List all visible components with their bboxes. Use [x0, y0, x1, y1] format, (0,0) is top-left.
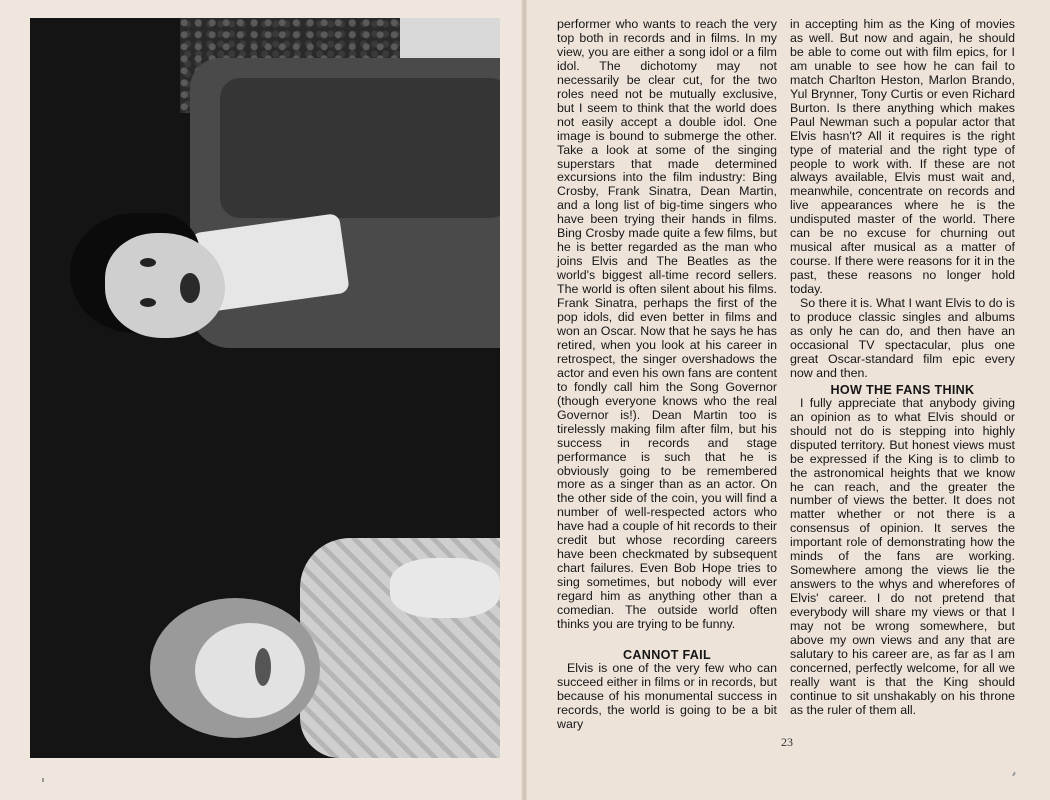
- article-column-2: [790, 18, 1015, 748]
- section-heading-how-the-fans-think: HOW THE FANS THINK: [830, 382, 975, 397]
- article-paragraph: So there it is. What I want Elvis to do is to produce classic singles and albums as only he can do, and then have an occasional TV spectacular, plus one great Oscar-standard film epic every now and then.: [790, 296, 1015, 380]
- photo-man-face: [105, 233, 225, 338]
- photo-elvis-and-actress: [30, 18, 500, 758]
- article-paragraph: I fully appreciate that anybody giving an opinion as to what Elvis should or should not do is stepping into highly disputed territory. But honest views must be expressed if the King is to climb to the astronomical heights that we know he can reach, and the greater the number of views the better. It does not matter whether or not there is a consensus of opinion. It serves the important role of demonstrating how the minds of the fans are working. Somewhere among the views lie the answers to the whys and wherefores of Elvis' career. I do not pretend that everybody will share my views or that I may not be wrong somewhere, but above my own views and any that are salutary to his career are, as far as I am concerned, perfectly welcome, for all we really want is that the King should continue to sit unshakably on his throne as the ruler of them all.: [790, 395, 1015, 717]
- photo-woman-smile: [255, 648, 271, 686]
- paper-speck: [1012, 772, 1016, 776]
- paper-speck: [42, 778, 44, 782]
- left-page: [0, 0, 523, 800]
- photo-woman-face: [195, 623, 305, 718]
- page-number: 23: [781, 735, 793, 749]
- article-column-1: [557, 18, 777, 748]
- article-paragraph: in accepting him as the King of movies as well. But now and again, he should be able to come out with film epics, for I am unable to see how he can fail to match Charlton Heston, Marlon Brando, Yul Brynner, Tony Curtis or even Richard Burton. Is there anything which makes Paul Newman such a popular actor that Elvis hasn't? All it requires is the right type of material and the right type of people to work with. If these are not always available, Elvis must wait and, meanwhile, concentrate on records and live appearances where he is the undisputed master of the world. There can be no excuse for churning out musical after musical as a matter of course. If there were reasons for it in the past, these reasons no longer hold today.: [790, 17, 1015, 297]
- photo-man-eye: [140, 298, 156, 307]
- photo-man-mouth: [180, 273, 200, 303]
- section-heading-cannot-fail: CANNOT FAIL: [623, 647, 711, 662]
- article-paragraph: Elvis is one of the very few who can succeed either in films or in records, but because of his monumental success in records, the world is going to be a bit wary: [557, 660, 777, 731]
- photo-jacket-shadow: [220, 78, 500, 218]
- photo-man-eye: [140, 258, 156, 267]
- photo-woman-hands: [390, 558, 500, 618]
- article-paragraph: performer who wants to reach the very top both in records and in films. In my view, you are either a song idol or a film idol. The dichotomy may not necessarily be clear cut, for the two roles need not be mutually exclusive, but I seem to think that the world does not easily accept a double idol. One image is bound to submerge the other. Take a look at some of the singing superstars that made determined excursions into the film industry: Bing Crosby, Frank Sinatra, Dean Martin, and a long list of big-time singers who have been trying their hands in films. Bing Crosby made quite a few films, but he is better regarded as the man who joins Elvis and The Beatles as the world's biggest all-time record sellers. The world is often silent about his films. Frank Sinatra, perhaps the first of the pop idols, did even better in films and won an Oscar. Now that he says he has retired, when you look at his career in retrospect, the singer overshadows the actor and even his own fans are content to fondly call him the Song Governor (though everyone knows who the real Governor is!). Dean Martin too is tirelessly making film after film, but his success in records and stage performance is such that he is obviously going to be remembered more as a singer than as an actor. On the other side of the coin, you will find a number of well-respected actors who have had a couple of hit records to their credit but whose recording careers have been checkmated by subsequent chart failures. Even Bob Hope tries to sing sometimes, but nobody will ever regard him as anything other than a comedian. The outside world often thinks you are trying to be funny.: [557, 17, 777, 631]
